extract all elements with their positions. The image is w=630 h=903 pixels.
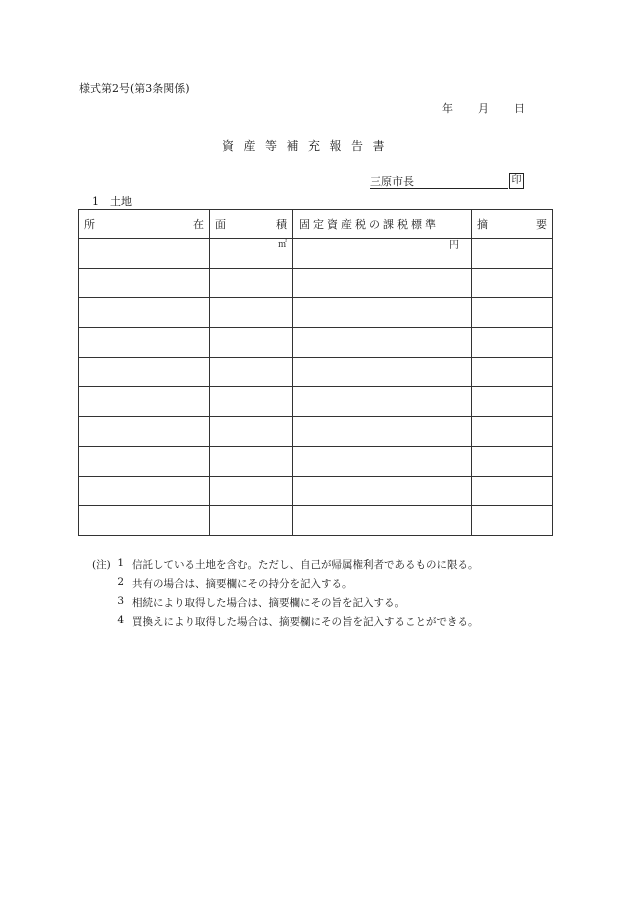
col-header-tax-base: 固定資産税の課税標準 [293, 210, 472, 239]
note-number: 3 [117, 595, 124, 607]
table-row [79, 268, 553, 298]
remarks-cell[interactable] [472, 417, 553, 447]
tax-base-cell[interactable] [293, 446, 472, 476]
area-cell[interactable] [210, 328, 293, 358]
table-row [79, 476, 553, 506]
remarks-cell[interactable] [472, 506, 553, 536]
area-cell[interactable] [210, 476, 293, 506]
remarks-cell[interactable] [472, 268, 553, 298]
area-cell[interactable] [210, 268, 293, 298]
col-header-area: 面 積 [210, 210, 293, 239]
tax-base-cell[interactable] [293, 357, 472, 387]
table-row [79, 417, 553, 447]
tax-base-cell[interactable] [293, 268, 472, 298]
location-cell[interactable] [79, 328, 210, 358]
tax-base-cell[interactable] [293, 387, 472, 417]
location-cell[interactable] [79, 446, 210, 476]
sqm-unit-label: ㎡ [277, 240, 287, 250]
tax-base-cell[interactable] [293, 298, 472, 328]
seal-box: 印 [509, 173, 524, 189]
date-day-label: 日 [514, 102, 525, 115]
location-cell[interactable] [79, 357, 210, 387]
notes-prefix: (注) [92, 559, 111, 571]
col-header-location: 所 在 [79, 210, 210, 239]
col-header-remarks: 摘 要 [472, 210, 553, 239]
location-cell[interactable] [79, 476, 210, 506]
area-cell[interactable] [210, 446, 293, 476]
document-title: 資産等補充報告書 [222, 139, 395, 153]
area-cell[interactable] [210, 239, 293, 269]
tax-base-cell[interactable] [293, 328, 472, 358]
table-row [79, 506, 553, 536]
remarks-cell[interactable] [472, 328, 553, 358]
remarks-cell[interactable] [472, 357, 553, 387]
note-number: 1 [117, 557, 124, 569]
area-cell[interactable] [210, 298, 293, 328]
section-label: 1 土地 [92, 195, 132, 208]
tax-base-cell[interactable] [293, 239, 472, 269]
location-cell[interactable] [79, 417, 210, 447]
form-code: 様式第2号(第3条関係) [79, 82, 190, 95]
recipient-name: 三原市長 [370, 173, 508, 189]
location-cell[interactable] [79, 239, 210, 269]
table-row [79, 328, 553, 358]
note-number: 2 [117, 576, 124, 588]
note-text: 共有の場合は、摘要欄にその持分を記入する。 [132, 578, 353, 590]
location-cell[interactable] [79, 387, 210, 417]
location-cell[interactable] [79, 268, 210, 298]
land-table [78, 209, 553, 536]
note-number: 4 [117, 614, 124, 626]
remarks-cell[interactable] [472, 298, 553, 328]
table-body [79, 239, 553, 536]
remarks-cell[interactable] [472, 446, 553, 476]
remarks-cell[interactable] [472, 387, 553, 417]
note-text: 買換えにより取得した場合は、摘要欄にその旨を記入することができる。 [132, 616, 479, 628]
table-row [79, 387, 553, 417]
remarks-cell[interactable] [472, 476, 553, 506]
table-row [79, 446, 553, 476]
tax-base-cell[interactable] [293, 476, 472, 506]
remarks-cell[interactable] [472, 239, 553, 269]
date-month-label: 月 [478, 102, 489, 115]
tax-base-cell[interactable] [293, 417, 472, 447]
area-cell[interactable] [210, 417, 293, 447]
area-cell[interactable] [210, 387, 293, 417]
table-row [79, 239, 553, 269]
yen-unit-label: 円 [449, 240, 459, 251]
location-cell[interactable] [79, 298, 210, 328]
table-header-row [79, 210, 553, 239]
table-row [79, 357, 553, 387]
area-cell[interactable] [210, 506, 293, 536]
tax-base-cell[interactable] [293, 506, 472, 536]
area-cell[interactable] [210, 357, 293, 387]
location-cell[interactable] [79, 506, 210, 536]
note-text: 信託している土地を含む。ただし、自己が帰属権利者であるものに限る。 [132, 559, 479, 571]
note-text: 相続により取得した場合は、摘要欄にその旨を記入する。 [132, 597, 405, 609]
table-row [79, 298, 553, 328]
date-year-label: 年 [442, 102, 453, 115]
